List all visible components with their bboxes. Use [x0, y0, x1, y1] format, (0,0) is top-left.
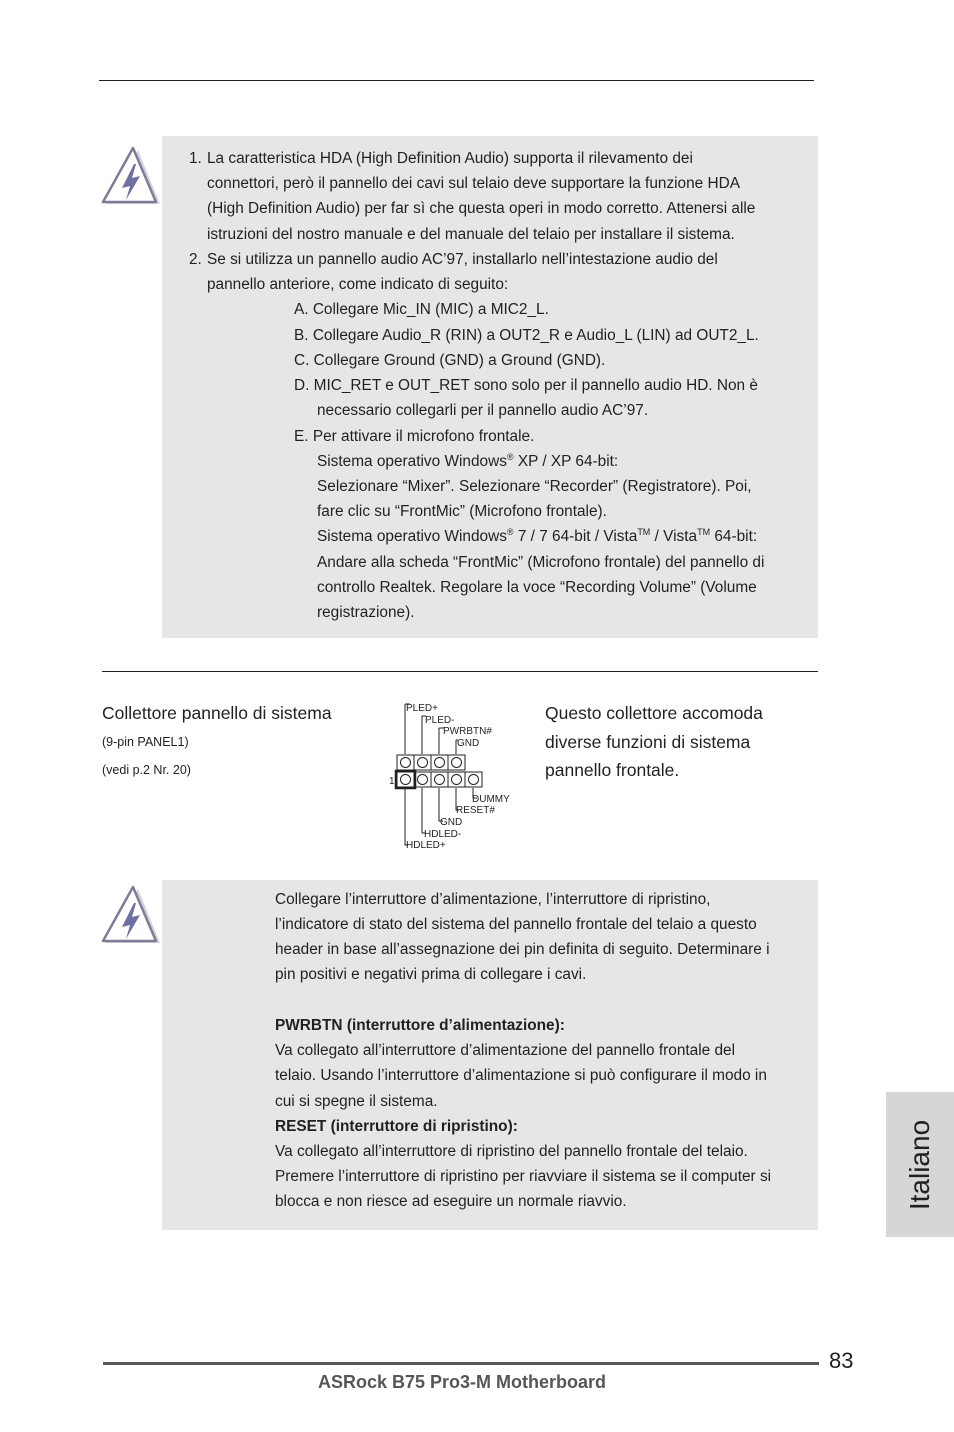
- pwrbtn-desc: cui si spegne il sistema.: [275, 1093, 438, 1110]
- warning-icon: [100, 146, 162, 208]
- note1-item1-line: (High Definition Audio) per far sì che questa operi in modo corretto. Attenersi alle: [207, 200, 756, 217]
- pin-label: PLED-: [425, 715, 455, 726]
- pin-label: HDLED+: [406, 840, 446, 851]
- step-d: D. MIC_RET e OUT_RET sono solo per il pannello audio HD. Non è: [294, 377, 758, 394]
- language-tab-label: Italiano: [904, 1119, 935, 1210]
- header-description: pannello frontale.: [545, 760, 680, 780]
- xp-instruction: Selezionare “Mixer”. Selezionare “Recorder” (Registratore). Poi,: [317, 478, 752, 495]
- warning-icon: [100, 885, 162, 947]
- pin-label: HDLED-: [424, 829, 462, 840]
- w7-os-line: Sistema operativo Windows® 7 / 7 64-bit / Vista™ / Vista™ 64-bit:: [317, 527, 758, 545]
- reset-desc: Va collegato all’interruttore di ripristino del pannello frontale del telaio.: [275, 1143, 748, 1160]
- note2-intro: l’indicatore di stato del sistema del pannello frontale del telaio a questo: [275, 916, 757, 933]
- pwrbtn-title: PWRBTN (interruttore d’alimentazione):: [275, 1017, 565, 1034]
- note2-intro: Collegare l’interruttore d’alimentazione, l’interruttore di ripristino,: [275, 891, 711, 908]
- page-number: 83: [829, 1348, 854, 1373]
- w7-instruction: controllo Realtek. Regolare la voce “Recording Volume” (Volume: [317, 579, 757, 596]
- pin-label: GND: [440, 817, 463, 828]
- pwrbtn-desc: telaio. Usando l’interruttore d’alimentazione si può configurare il modo in: [275, 1067, 767, 1084]
- pwrbtn-desc: Va collegato all’interruttore d’alimentazione del pannello frontale del: [275, 1042, 736, 1059]
- xp-instruction: fare clic su “FrontMic” (Microfono frontale).: [317, 503, 607, 520]
- xp-os-line: Sistema operativo Windows® XP / XP 64-bit:: [317, 452, 619, 470]
- panel1-pin-diagram: [388, 700, 518, 852]
- header-description: diverse funzioni di sistema: [545, 732, 751, 752]
- header-pin-label: (9-pin PANEL1): [102, 735, 189, 749]
- section-rule: [102, 671, 818, 672]
- pin-label: RESET#: [456, 805, 495, 816]
- pin-label: DUMMY: [472, 794, 510, 805]
- pin-label: PWRBTN#: [443, 726, 492, 737]
- note1-item1-line: connettori, però il pannello dei cavi sul telaio deve supportare la funzione HDA: [207, 175, 741, 192]
- pin-label: PLED+: [406, 703, 438, 714]
- top-rule: [99, 80, 814, 81]
- w7-instruction: Andare alla scheda “FrontMic” (Microfono frontale) del pannello di: [317, 554, 765, 571]
- reset-desc: Premere l’interruttore di ripristino per riavviare il sistema se il computer si: [275, 1168, 772, 1185]
- note1-item1-number: 1.: [189, 150, 202, 167]
- note1-item2-line: Se si utilizza un pannello audio AC’97, installarlo nell’intestazione audio del: [207, 251, 718, 268]
- header-title: Collettore pannello di sistema: [102, 703, 332, 723]
- step-a: A. Collegare Mic_IN (MIC) a MIC2_L.: [294, 301, 549, 318]
- step-b: B. Collegare Audio_R (RIN) a OUT2_R e Audio_L (LIN) ad OUT2_L.: [294, 327, 759, 344]
- step-d-cont: necessario collegarli per il pannello audio AC’97.: [317, 402, 649, 419]
- note2-intro: header in base all’assegnazione dei pin definita di seguito. Determinare i: [275, 941, 770, 958]
- note1-item2-line: pannello anteriore, come indicato di seguito:: [207, 276, 509, 293]
- reset-title: RESET (interruttore di ripristino):: [275, 1118, 518, 1135]
- pin-label: GND: [457, 738, 480, 749]
- note1-item2-number: 2.: [189, 251, 202, 268]
- note1-item1-line: istruzioni del nostro manuale e del manuale del telaio per installare il sistema.: [207, 226, 735, 243]
- step-e: E. Per attivare il microfono frontale.: [294, 428, 535, 445]
- w7-instruction: registrazione).: [317, 604, 415, 621]
- header-reference: (vedi p.2 Nr. 20): [102, 763, 191, 777]
- footer-rule: [103, 1362, 819, 1365]
- note2-intro: pin positivi e negativi prima di collegare i cavi.: [275, 966, 587, 983]
- footer-title: ASRock B75 Pro3-M Motherboard: [318, 1372, 607, 1392]
- header-description: Questo collettore accomoda: [545, 703, 763, 723]
- reset-desc: blocca e non riesce ad eseguire un normale riavvio.: [275, 1193, 627, 1210]
- step-c: C. Collegare Ground (GND) a Ground (GND).: [294, 352, 606, 369]
- note1-item1-line: La caratteristica HDA (High Definition Audio) supporta il rilevamento dei: [207, 150, 693, 167]
- pin-1-marker: 1: [389, 776, 395, 787]
- language-tab: [886, 1092, 954, 1237]
